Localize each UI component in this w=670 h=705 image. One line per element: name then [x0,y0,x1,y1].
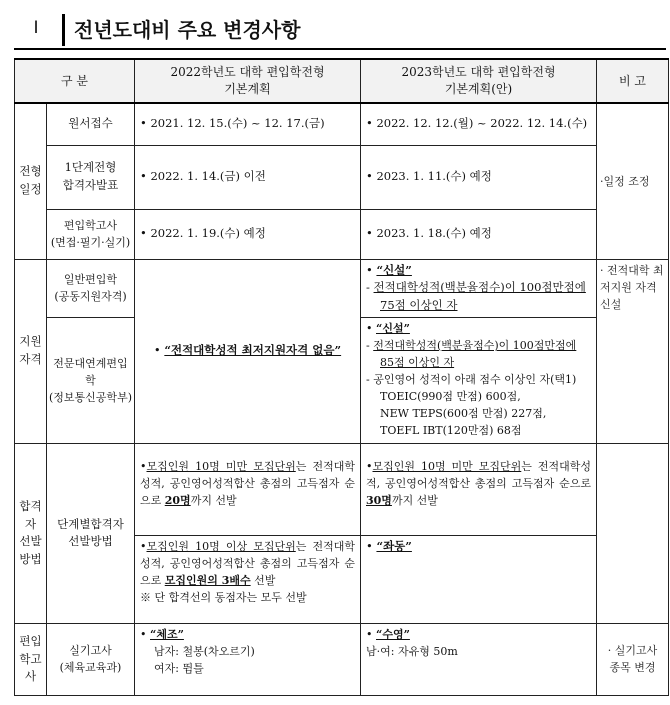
row-label-application: 원서접수 [47,103,135,145]
section-title: 전년도대비 주요 변경사항 [74,18,301,42]
category-selection: 합격 자 선발 방법 [15,443,47,623]
value-2022: • 2021. 12. 15.(수) ~ 12. 17.(금) [135,103,361,145]
value-2022: • 2022. 1. 14.(금) 이전 [135,145,361,209]
value-2023: • 2022. 12. 12.(월) ~ 2022. 12. 14.(수) [361,103,597,145]
category-exam: 편입 학고 사 [15,623,47,695]
table-row [15,623,669,695]
row-label-general: 일반편입학 (공동지원자격) [47,259,135,317]
exam-2022: • “체조” 남자: 철봉(차오르기) 여자: 뜀틀 [135,623,361,695]
value-2023: • 2023. 1. 18.(수) 예정 [361,209,597,259]
over10-2023: • “좌동” [361,535,597,623]
remark-qualification: · 전적대학 최저지원 자격 신설 [597,259,669,443]
row-label-specialized: 전문대연계편입학 (정보통신공학부) [47,317,135,443]
under10-2022: •모집인원 10명 미만 모집단위는 전적대학성적, 공인영어성적합산 총점의 고득점자 순으로 20명까지 선발 [135,443,361,535]
category-qualification: 지원 자격 [15,259,47,443]
header-underline [14,48,666,50]
header-category: 구 분 [15,59,135,103]
specialized-2023: • “신설” - 전적대학성적(백분율점수)이 100점만점에 85점 이상인 자 - 공인영어 성적이 아래 점수 이상인 자(택1) TOEIC(990점 만점) 600점, NEW TEPS(600점 만점) 227점, TOEFL IBT(120만점) 68점 [361,317,597,443]
value-2022: • 2022. 1. 19.(수) 예정 [135,209,361,259]
header-divider [62,14,65,46]
table-row [15,145,669,209]
changes-table [14,58,669,696]
header-2022: 2022학년도 대학 편입학전형 기본계획 [135,59,361,103]
value-2023: • 2023. 1. 11.(수) 예정 [361,145,597,209]
category-schedule: 전형 일정 [15,103,47,259]
table-header-row [15,59,669,103]
general-2023: • “신설” - 전적대학성적(백분율점수)이 100점만점에 75점 이상인 자 [361,259,597,317]
exam-2023: • “수영” 남·여: 자유형 50m [361,623,597,695]
remark-schedule: ·일정 조정 [597,103,669,259]
table-row [15,443,669,535]
table-row [15,259,669,317]
header-remark: 비 고 [597,59,669,103]
row-label-first-result: 1단계전형 합격자발표 [47,145,135,209]
row-label-selection: 단계별합격자 선발방법 [47,443,135,623]
section-header [14,12,666,48]
header-2023: 2023학년도 대학 편입학전형 기본계획(안) [361,59,597,103]
over10-2022: •모집인원 10명 이상 모집단위는 전적대학성적, 공인영어성적합산 총점의 고득점자 순으로 모집인원의 3배수 선발 ※ 단 합격선의 동점자는 모두 선발 [135,535,361,623]
table-row [15,209,669,259]
qualification-2022: • “전적대학성적 최저지원자격 없음” [135,259,361,443]
remark-selection [597,443,669,623]
row-label-practical: 실기고사 (체육교육과) [47,623,135,695]
under10-2023: •모집인원 10명 미만 모집단위는 전적대학성적, 공인영어성적합산 총점의 고득점자 순으로 30명까지 선발 [361,443,597,535]
section-number: Ⅰ [33,18,39,38]
row-label-exam: 편입학고사 (면접·필기·실기) [47,209,135,259]
remark-exam: · 실기고사 종목 변경 [597,623,669,695]
table-row [15,103,669,145]
